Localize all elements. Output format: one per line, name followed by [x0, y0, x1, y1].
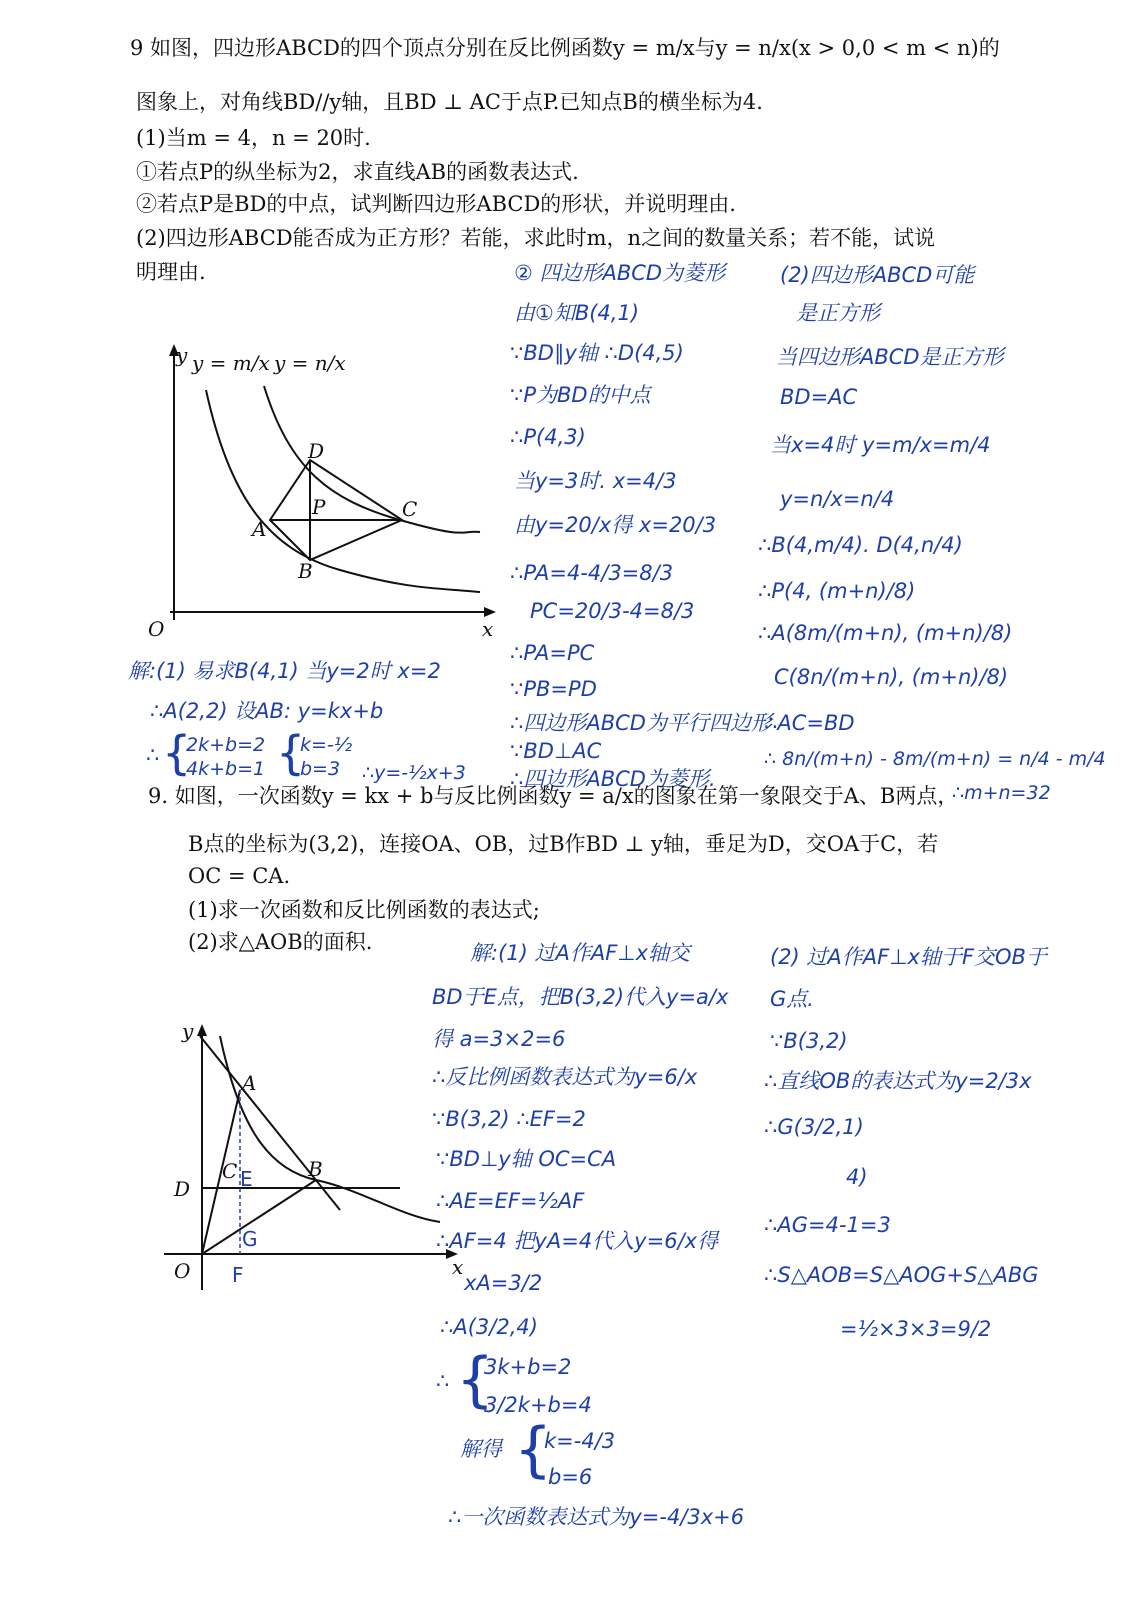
- p1-ans-mid-3: ∵BD∥y轴 ∴D(4,5): [510, 341, 684, 365]
- p1-ans-mid-7: 由y=20/x得 x=20/3: [514, 513, 717, 537]
- p2-sys-b: 3/2k+b=4: [484, 1393, 592, 1417]
- p2-line-ab: [200, 1036, 340, 1210]
- p2-label-d: D: [174, 1177, 191, 1201]
- p1-ans-right-1: (2)四边形ABCD可能: [780, 263, 975, 287]
- p2-ans-right-4: ∴直线OB的表达式为y=2/3x: [764, 1069, 1032, 1093]
- p2-sys-d: b=6: [548, 1465, 593, 1489]
- p2-label-c: C: [222, 1159, 238, 1183]
- p1-ans-right-12: ∴ 8n/(m+n) - 8m/(m+n) = n/4 - m/4: [764, 748, 1106, 770]
- p1-ans-right-7: ∴B(4,m/4). D(4,n/4): [758, 533, 963, 557]
- p1-stem-line-7: 明理由.: [136, 260, 206, 284]
- p2-hyperbola: [220, 1036, 440, 1222]
- p1-ans-right-10: C(8n/(m+n), (m+n)/8): [774, 665, 1009, 689]
- p2-label-b: B: [308, 1157, 323, 1181]
- p2-stem-line-5: (2)求△AOB的面积.: [188, 930, 373, 954]
- p2-ans-mid-2: BD于E点，把B(3,2)代入y=a/x: [432, 985, 729, 1009]
- p1-ans-right-8: ∴P(4, (m+n)/8): [758, 579, 916, 603]
- p1-figure: [140, 330, 510, 650]
- p1-sys-1b: 4k+b=1: [186, 758, 266, 780]
- p1-quadrilateral: [270, 460, 402, 560]
- p2-solve-label: 解得: [460, 1437, 502, 1461]
- p2-figure: [160, 1010, 470, 1300]
- p1-stem-line-4: ①若点P的纵坐标为2，求直线AB的函数表达式.: [136, 160, 579, 184]
- p2-ans-mid-10: ∴A(3/2,4): [440, 1315, 538, 1339]
- p2-ans-right-3: ∵B(3,2): [770, 1029, 848, 1053]
- p1-ans-right-13: ∴m+n=32: [952, 782, 1051, 804]
- p2-label-f: F: [232, 1263, 244, 1287]
- p1-func-n: y = n/x: [274, 351, 346, 375]
- p1-stem-line-5: ②若点P是BD的中点，试判断四边形ABCD的形状，并说明理由.: [136, 192, 736, 216]
- p1-therefore: ∴: [146, 743, 160, 767]
- p2-stem-line-4: (1)求一次函数和反比例函数的表达式;: [188, 898, 540, 922]
- p1-ans-mid-2: 由①知B(4,1): [514, 301, 640, 325]
- p2-ans-mid-9: xA=3/2: [464, 1271, 543, 1295]
- p2-ans-mid-7: ∴AE=EF=½AF: [436, 1189, 585, 1213]
- p1-ans-mid-4: ∵P为BD的中点: [510, 383, 651, 407]
- p1-ans-right-2: 是正方形: [796, 301, 880, 325]
- p1-curve-m: [206, 390, 480, 592]
- p1-ans-mid-5: ∴P(4,3): [510, 425, 586, 449]
- p1-stem-line-6: (2)四边形ABCD能否成为正方形？若能，求此时m，n之间的数量关系；若不能，试说: [136, 226, 936, 250]
- p1-brace-1: {: [162, 726, 192, 780]
- p1-func-m: y = m/x: [192, 351, 270, 375]
- p1-ans-right-3: 当四边形ABCD是正方形: [776, 345, 1004, 369]
- p1-x-arrow: [484, 607, 496, 617]
- p1-ans-left-final: ∴y=-½x+3: [362, 762, 466, 784]
- p1-label-b: B: [298, 559, 313, 583]
- p1-label-a: A: [252, 517, 267, 541]
- p1-ans-mid-8: ∴PA=4-4/3=8/3: [510, 561, 674, 585]
- p2-ans-mid-4: ∴反比例函数表达式为y=6/x: [432, 1065, 698, 1089]
- p1-ans-right-9: ∴A(8m/(m+n), (m+n)/8): [758, 621, 1013, 645]
- p2-ans-right-7: ∴AG=4-1=3: [764, 1213, 891, 1237]
- p1-ans-mid-14: ∴四边形ABCD为菱形.: [510, 767, 716, 791]
- p1-sys-1c: k=-½: [300, 734, 353, 756]
- p2-label-o: O: [174, 1259, 191, 1283]
- p1-stem-line-1: 9 如图，四边形ABCD的四个顶点分别在反比例函数y = m/x与y = n/x(x > 0,0 < m < n)的: [130, 36, 1000, 60]
- p2-y-arrow: [197, 1024, 207, 1036]
- p1-label-c: C: [402, 497, 418, 521]
- p2-label-e: E: [240, 1167, 253, 1191]
- p1-label-p: P: [312, 495, 326, 519]
- p2-brace-2: {: [514, 1415, 553, 1485]
- p2-ans-right-9: =½×3×3=9/2: [840, 1317, 992, 1341]
- p2-label-y: y: [182, 1019, 194, 1043]
- p2-label-g: G: [242, 1227, 258, 1251]
- p1-label-d: D: [308, 439, 325, 463]
- p2-sys-a: 3k+b=2: [484, 1355, 572, 1379]
- p2-ans-right-8: ∴S△AOB=S△AOG+S△ABG: [764, 1263, 1039, 1287]
- p2-ans-right-5: ∴G(3/2,1): [764, 1115, 864, 1139]
- p2-ans-mid-5: ∵B(3,2) ∴EF=2: [432, 1107, 586, 1131]
- p1-ans-right-6: y=n/x=n/4: [780, 487, 895, 511]
- p1-stem-line-3: (1)当m = 4，n = 20时.: [136, 126, 371, 150]
- p2-label-x: x: [452, 1255, 464, 1279]
- p2-stem-line-1: 9. 如图，一次函数y = kx + b与反比例函数y = a/x的图象在第一象限交于A、B两点，: [148, 784, 959, 808]
- p2-sys-c: k=-4/3: [544, 1429, 616, 1453]
- p2-ans-right-2: G点.: [770, 987, 814, 1011]
- p2-brace-1: {: [456, 1345, 495, 1415]
- p2-ans-right-1: (2) 过A作AF⊥x轴于F交OB于: [770, 945, 1047, 969]
- p1-ans-left-1: 解:(1) 易求B(4,1) 当y=2时 x=2: [128, 659, 441, 683]
- p2-ans-mid-final: ∴一次函数表达式为y=-4/3x+6: [448, 1505, 745, 1529]
- p1-brace-2: {: [276, 726, 306, 780]
- p1-label-o: O: [148, 617, 165, 641]
- p1-ans-mid-11: ∵PB=PD: [510, 677, 597, 701]
- p2-therefore-sys: ∴: [436, 1369, 450, 1393]
- p2-ans-mid-6: ∵BD⊥y轴 OC=CA: [436, 1147, 617, 1171]
- p1-ans-mid-6: 当y=3时. x=4/3: [514, 469, 677, 493]
- p2-ans-mid-8: ∴AF=4 把yA=4代入y=6/x得: [436, 1229, 719, 1253]
- p2-stem-line-3: OC = CA.: [188, 864, 291, 888]
- p1-ans-mid-10: ∴PA=PC: [510, 641, 595, 665]
- p1-ans-mid-12: ∴四边形ABCD为平行四边形: [510, 711, 772, 735]
- p1-ans-mid-9: PC=20/3-4=8/3: [530, 599, 695, 623]
- p2-ans-right-6: 4): [846, 1165, 868, 1189]
- p2-label-a: A: [242, 1071, 257, 1095]
- p1-ans-right-5: 当x=4时 y=m/x=m/4: [770, 433, 991, 457]
- p2-ans-mid-3: 得 a=3×2=6: [432, 1027, 566, 1051]
- p1-label-x: x: [482, 617, 494, 641]
- p1-sys-1d: b=3: [300, 758, 341, 780]
- p1-ans-right-4: BD=AC: [780, 385, 858, 409]
- p1-label-y: y: [176, 343, 188, 367]
- p1-ans-mid-1: ② 四边形ABCD为菱形: [514, 261, 726, 285]
- p1-ans-mid-13: ∵BD⊥AC: [510, 739, 602, 763]
- p1-ans-right-11: ∴AC=BD: [764, 711, 855, 735]
- p1-sys-1a: 2k+b=2: [186, 734, 266, 756]
- p1-curve-n: [264, 386, 480, 533]
- p1-stem-line-2: 图象上，对角线BD//y轴，且BD ⊥ AC于点P.已知点B的横坐标为4.: [136, 90, 763, 114]
- p1-ans-left-2: ∴A(2,2) 设AB: y=kx+b: [150, 699, 384, 723]
- p2-ans-mid-1: 解:(1) 过A作AF⊥x轴交: [470, 941, 691, 965]
- p2-line-ob: [202, 1180, 316, 1254]
- p2-stem-line-2: B点的坐标为(3,2)，连接OA、OB，过B作BD ⊥ y轴，垂足为D，交OA于C，若: [188, 832, 939, 856]
